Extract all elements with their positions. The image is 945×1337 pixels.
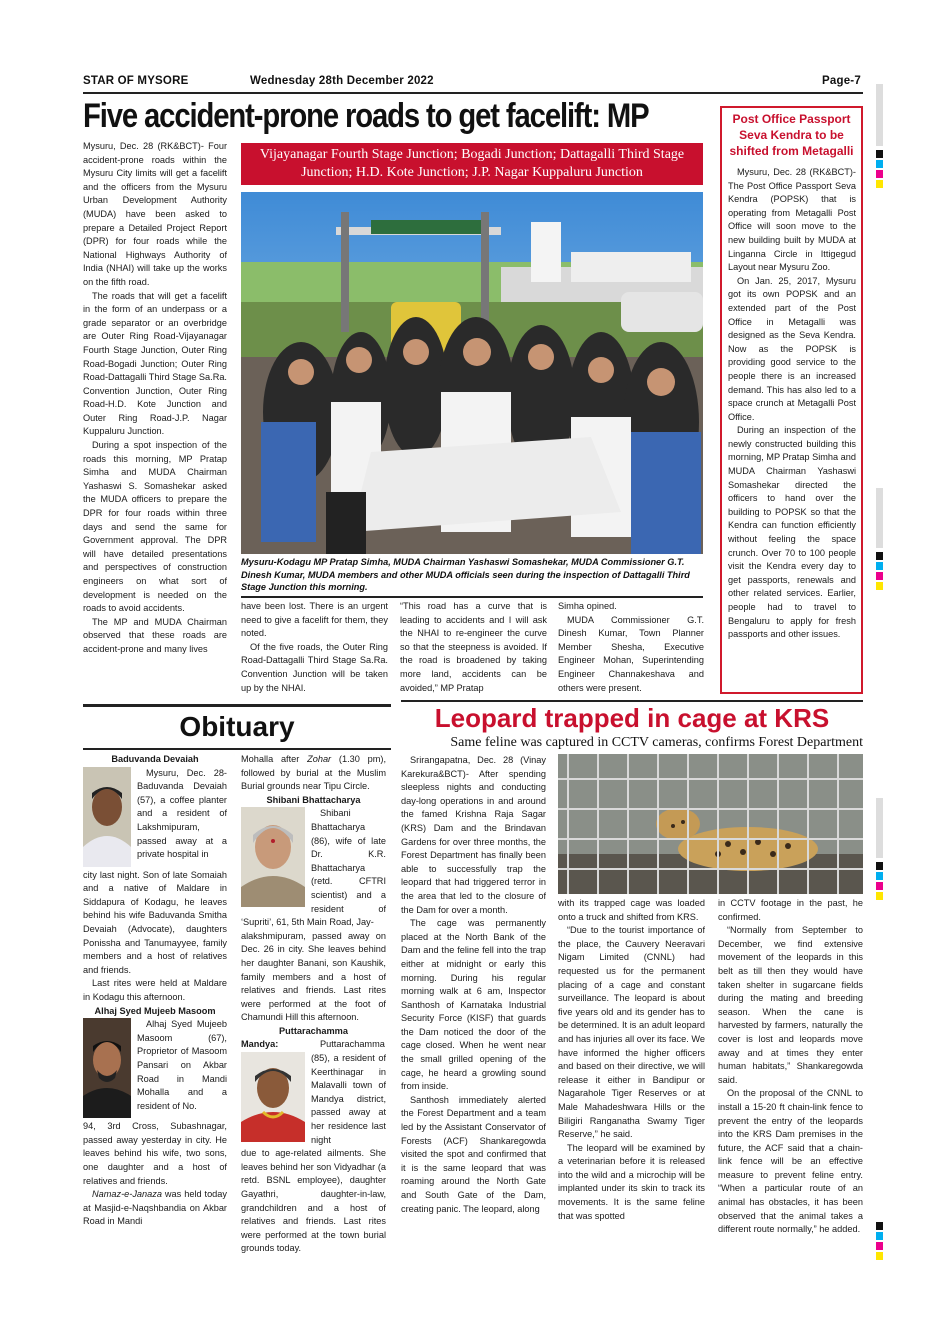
leopard-col3: [718, 897, 863, 1265]
text: (1.30 pm), followed by burial at the Muslim Burial grounds near Tipu Circle.: [241, 754, 386, 792]
paragraph: Last rites were held at Maldare in Kodagu this afternoon.: [83, 978, 227, 1002]
text: Mohalla after: [241, 754, 308, 764]
portrait-illustration: [241, 1052, 305, 1142]
obit-name: Baduvanda Devaiah: [111, 754, 199, 764]
leopard-col1: [401, 754, 546, 1264]
registration-mark: [876, 892, 883, 900]
paragraph: MUDA Commissioner G.T. Dinesh Kumar, Town Planner Member Shesha, Executive Engineer Mohan, Superintending Engineer Channakeshava and others were present.: [558, 614, 704, 693]
portrait-illustration: [241, 807, 305, 907]
paragraph: Alhaj Syed Mujeeb Masoom (67), Proprietor of Masoom Pansari on Akbar Road in Mandi Mohalla and a resident of No.: [137, 1019, 227, 1111]
portrait-illustration: [83, 767, 131, 867]
registration-mark: [876, 582, 883, 590]
paragraph: 94, 3rd Cross, Subashnagar, passed away yesterday in city. He leaves behind his wife, two sons, one daughter and a host of relatives and friends.: [83, 1121, 227, 1186]
registration-mark: [876, 798, 883, 858]
text: was held today at Masjid-e-Naqshbandia on Akbar Road in Mandi: [83, 1189, 227, 1227]
inspection-photo-illustration: [241, 192, 703, 554]
paragraph: The leopard will be examined by a veterinarian before it is released into the wild and a microchip will be implanted under its skin to track its movements. It is the same feline that was spotted: [558, 1142, 705, 1221]
paragraph: Of the five roads, the Outer Ring Road-Dattagalli Third Stage Sa.Ra. Convention Junction will be taken up by the NHAI.: [241, 641, 388, 693]
leopard-cage-photo: [558, 754, 863, 894]
obit-portrait-puttarachamma: [241, 1038, 305, 1142]
leopard-headline: Leopard trapped in cage at KRS: [434, 703, 830, 733]
paragraph: Shibani Bhattacharya (86), wife of late Dr. K.R. Bhattacharya (retd. CFTRI scientist) and a resident of ‘Supriti’, 61, 5th Main Road, Jay-: [241, 808, 386, 928]
paragraph: During an inspection of the newly constructed building this morning, MP Pratap Simha and MUDA Chairman Yashaswi Somashekar directed the officers to hand over the building to POPSK so that the Kendra can function efficiently without feeling the space crunch. Over 70 to 100 people visit the Kendra every day to get passports, renewals and other related services. Earlier, people had to travel to Bengaluru to apply for fresh passports and other issues.: [728, 425, 856, 640]
inspection-caption: Mysuru-Kodagu MP Pratap Simha, MUDA Chairman Yashaswi Somashekar, MUDA Commissioner G.T. Dinesh Kumar, MUDA members and other MUDA officials seen during the inspection of Dattagalli Third Stage Junction this morning.: [241, 557, 690, 592]
emphasis: Namaz-e-Janaza: [92, 1189, 162, 1200]
obituary-rule: [83, 748, 391, 750]
paragraph: Mysuru, Dec. 28- Baduvanda Devaiah (57), a coffee planter and a resident of Lakshmipuram, passed away at a private hospital in: [137, 767, 227, 860]
registration-mark: [876, 882, 883, 890]
registration-mark: [876, 160, 883, 168]
registration-mark: [876, 1222, 883, 1230]
paragraph: have been lost. There is an urgent need to give a facelift for them, they noted.: [241, 601, 388, 639]
paragraph: due to age-related ailments. She leaves behind her son Vidyadhar (a retd. BSNL employee), daughter Gayathri, daughter-in-law, grandchildren and a host of relatives and friends. Last rites were performed at the town burial grounds today.: [241, 1148, 386, 1254]
paragraph: Mysuru, Dec. 28 (RK&BCT)- Four accident-prone roads within the Mysuru City limits will get a facelift and the officers from the Mysuru Urban Development Authority (MUDA) have been asked to prepare a Detailed Project Report (DPR) for four roads while the National Highways Authority of India (NHAI) will take up the works on the fifth road.: [83, 141, 227, 287]
registration-mark: [876, 862, 883, 870]
paragraph: “Due to the tourist importance of the place, the Cauvery Neeravari Nigam Limited (CNNL) had requested us for the permanent placing of a cage and constant surveillance. The leopard is about five years old and its gender has to be determined. It is an adult leopard and has injuries all over its face. We have informed the higher officers and based on their directive, we will release it either in Bandipur or Nagarahole Tiger Reserves or at Male Mahadeshwara Hills or the Biligiri Ranganatha Swamy Tiger Reserve,” he said.: [558, 925, 705, 1140]
registration-mark: [876, 150, 883, 158]
paragraph: Srirangapatna, Dec. 28 (Vinay Karekura&BCT)- After spending sleepless nights and conducting day-long operations in and around the famed Krishna Raja Sagar (KRS) Dam and the Brindavan Gardens for over three months, the Forest Department has finally been able to successfully trap the leopard that had triggered terror in the area that led to the closure of the Dam for over a month.: [401, 755, 546, 915]
obit-col2: [241, 753, 386, 1268]
main-col4: [558, 600, 704, 700]
obit-portrait-devaiah: [83, 767, 131, 867]
main-col3: [400, 600, 547, 700]
obit-name: Puttarachamma: [279, 1025, 348, 1036]
registration-mark: [876, 572, 883, 580]
inspection-photo: [241, 192, 703, 554]
leopard-cage-illustration: [558, 754, 863, 894]
obit-name: Shibani Bhattacharya: [266, 794, 361, 805]
paper-name: STAR OF MYSORE: [83, 75, 189, 87]
page-number: Page-7: [822, 75, 861, 87]
obituary-title: Obituary: [179, 711, 295, 742]
passport-col: [728, 166, 856, 686]
paragraph: Mysuru, Dec. 28 (RK&BCT)- The Post Office Passport Seva Kendra (POPSK) that is operating from Metagalli Post Office will soon move to the new building built by MUDA at Linganna Circle in Ittigegud Layout near Mysuru Zoo.: [728, 167, 856, 273]
paragraph: The cage was permanently placed at the North Bank of the Dam and the feline fell into the trap either at midnight or early this morning. During his regular morning walk at 6 am, Inspector Santhosh of Karnataka Industrial Security Force (KISF) that guards the Dam noticed the door of the cage closed. When he went near the small grilled opening of the cage, he heard a growling sound from inside.: [401, 918, 546, 1092]
paragraph: The roads that will get a facelift in the form of an underpass or a grade separator or an overbridge are Outer Ring Road-Vijayanagar Fourth Stage Junction, Outer Ring Road-Bogadi Junction; Outer Ring Road-Dattagalli Third Stage Sa.Ra. Convention Junction, Outer Ring Road-H.D. Kote Junction and Outer Ring Road-J.P. Nagar Kuppaluru Junction.: [83, 290, 227, 437]
leopard-col2: [558, 897, 705, 1265]
paragraph: alakshmipuram, passed away on Dec. 26 in city. She leaves behind her daughter Banani, son Kaushik, family members and a host of relatives and friends. Last rites were performed at the foot of Chamundi Hill this afternoon.: [241, 930, 386, 1023]
paragraph: city last night. Son of late Somaiah and a native of Maldare in Siddapura of Kodagu, he leaves behind his wife Baduvanda Smitha Devaiah (Advocate), daughters Ponissha and Tanumayyee, family members and a host of relatives and friends.: [83, 869, 227, 975]
paragraph: “This road has a curve that is leading to accidents and I will ask the NHAI to re-engineer the curve so that the steepness is avoided. If the road is broadened by taking more land, accidents can be avoided,” MP Pratap: [400, 601, 547, 693]
paragraph: Simha opined.: [558, 601, 617, 611]
registration-mark: [876, 1252, 883, 1260]
paragraph: During a spot inspection of the roads this morning, MP Pratap Simha and MUDA Chairman Yashaswi S. Somashekar asked the MUDA officers to prepare the DPR for four roads within three days and send the same for Government approval. The DPR will have detailed presentations and perspectives of construction engineers on what sort of development is needed on the roads to avoid accidents.: [83, 440, 227, 614]
registration-mark: [876, 1232, 883, 1240]
emphasis: Zohar: [307, 754, 332, 764]
main-headline: Five accident-prone roads to get facelift: MP: [83, 97, 649, 135]
paragraph: with its trapped cage was loaded onto a truck and shifted from KRS.: [558, 898, 705, 922]
paragraph: On Jan. 25, 2017, Mysuru got its own POPSK and an extended part of the Post Office in Metagalli was designed as the Seva Kendra. Now as the POPSK is providing good service to the people there is an increased demand. This has also led to a space crunch at Metagalli Post Office.: [728, 275, 856, 422]
obit-col1: [83, 753, 227, 1268]
registration-mark: [876, 562, 883, 570]
main-col1: [83, 140, 227, 700]
registration-mark: [876, 1242, 883, 1250]
obit-portrait-bhattacharya: [241, 807, 305, 907]
obit-dateline: Mandya:: [241, 1039, 279, 1050]
paragraph: On the proposal of the CNNL to install a 15-20 ft chain-link fence to prevent the entry of the leopards into the KRS Dam premises in the future, the ACF said that a chain-link fence will be an effective measure to prevent feline entry. “When a particular route of an animal has obstacles, it has been observed that the animal takes a different route normally,” he added.: [718, 1088, 863, 1235]
paragraph: [241, 753, 386, 794]
header-rule: [83, 92, 863, 94]
registration-mark: [876, 488, 883, 548]
passport-title: Post Office Passport Seva Kendra to be shifted from Metagalli: [729, 112, 854, 158]
leopard-deck: Same feline was captured in CCTV cameras, confirms Forest Department: [450, 735, 863, 750]
caption-rule: [241, 596, 703, 598]
registration-mark: [876, 180, 883, 188]
main-col2: [241, 600, 388, 700]
paragraph: The MP and MUDA Chairman observed that these roads are accident-prone and many lives: [83, 616, 227, 654]
registration-mark: [876, 872, 883, 880]
obit-name: Alhaj Syed Mujeeb Masoom: [94, 1005, 216, 1016]
registration-mark: [876, 170, 883, 178]
issue-date: Wednesday 28th December 2022: [250, 75, 434, 87]
paragraph: “Normally from September to December, we find extensive movement of the leopards in this belt as till then they would have taken shelter in sugarcane fields during the mating and breeding season. When the cane is harvested by farmers, naturally the cover is lost and leopards move away and at times they enter human habitats,” Shankaregowda said.: [718, 925, 863, 1085]
paragraph: Puttarachamma (85), a resident of Keerthinagar in Malavalli town of Mandya district, passed away at her residence last night: [311, 1039, 386, 1145]
registration-mark: [876, 552, 883, 560]
paragraph: [83, 1188, 227, 1229]
main-deck: Vijayanagar Fourth Stage Junction; Bogadi Junction; Dattagalli Third Stage Junction; H.D. Kote Junction; J.P. Nagar Kuppaluru Junction: [241, 143, 703, 185]
portrait-illustration: [83, 1018, 131, 1118]
registration-mark: [876, 84, 883, 146]
section-rule: [83, 704, 391, 707]
paragraph: in CCTV footage in the past, he confirmed.: [718, 898, 863, 922]
obit-portrait-masoom: [83, 1018, 131, 1118]
paragraph: Santhosh immediately alerted the Forest Department and a team led by the Assistant Conservator of Forests (ACF) Shankaregowda visited the spot and confirmed that it is the same leopard that was roaming around the North Gate and South Gate of the Dam, creating panic. The leopard, along: [401, 1094, 546, 1214]
